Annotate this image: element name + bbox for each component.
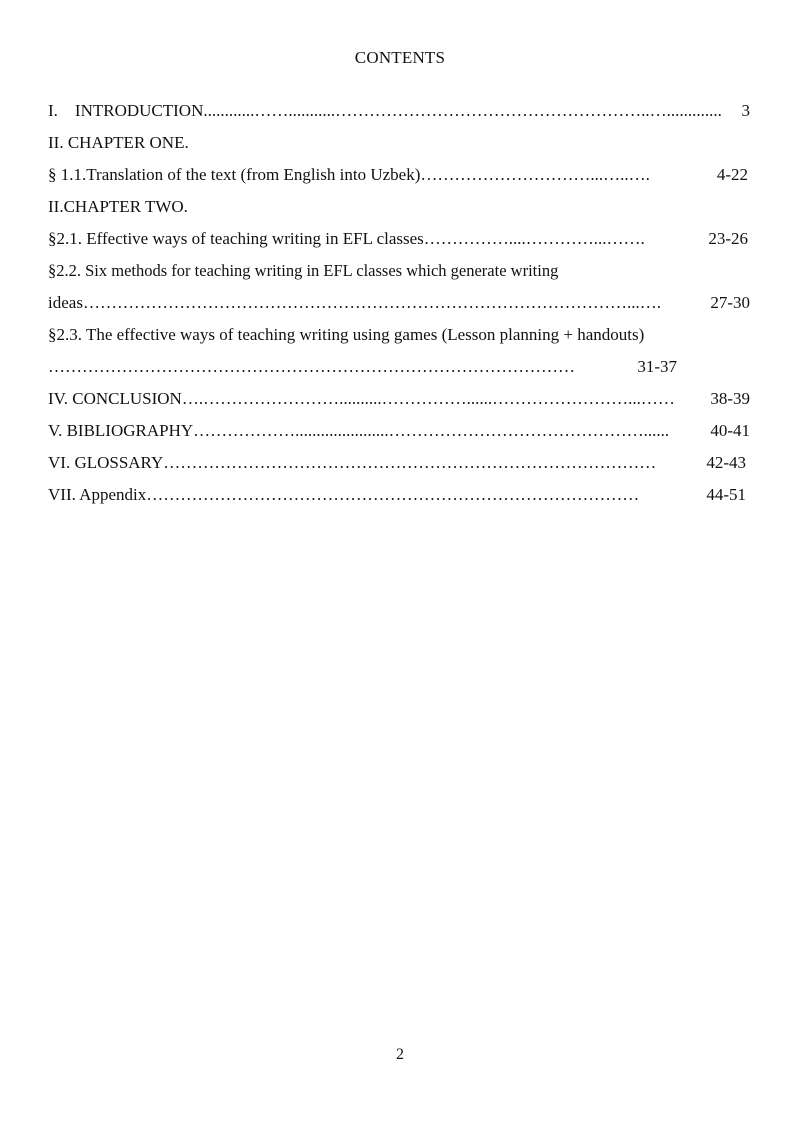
toc-entry-section-2-1	[48, 227, 752, 259]
toc-leader-dots: ….……………………..........……………......……………………...……	[181, 389, 675, 408]
toc-entry-label: V. BIBLIOGRAPHY	[48, 421, 194, 440]
toc-entry-conclusion	[48, 387, 752, 419]
toc-page-range: 42-43	[706, 453, 746, 472]
toc-leader-dots: …………………………...…..….	[420, 165, 650, 184]
page-title: CONTENTS	[354, 48, 446, 67]
toc-entry-introduction	[48, 99, 752, 131]
toc-leader-dots: ……………………………………………………………………………	[163, 453, 657, 472]
toc-page-range: 3	[741, 101, 750, 120]
toc-entry-label: ideas	[48, 293, 83, 312]
toc-page-range: 31-37	[637, 357, 677, 376]
toc-leader-dots: ………………......................………………………………………......	[193, 421, 670, 440]
table-of-contents	[48, 99, 752, 515]
page-number: 2	[396, 1046, 404, 1063]
toc-entry-label: VI. GLOSSARY	[48, 453, 164, 472]
toc-heading-chapter-two: II.CHAPTER TWO.	[48, 197, 188, 216]
toc-leader-dots: ……………………………………………………………………………	[146, 485, 640, 504]
toc-entry-label: § 1.1.Translation of the text (from English into Uzbek)	[48, 165, 421, 184]
toc-heading-chapter-one: II. CHAPTER ONE.	[48, 133, 189, 152]
toc-page-range: 23-26	[708, 229, 748, 248]
toc-entry-label: VII. Appendix	[48, 485, 147, 504]
toc-entry-label: IV. CONCLUSION	[48, 389, 182, 408]
toc-leader-dots: ……………………………………………………………………………………...….	[82, 293, 661, 312]
toc-entry-section-2-2-line-1: §2.2. Six methods for teaching writing in EFL classes which generate writing	[48, 261, 559, 280]
toc-leader-dots: …………………………………………………………………………………	[48, 357, 575, 376]
toc-entry-glossary	[48, 451, 752, 483]
toc-leader-dots: ............……...........………………………………………………..….............	[203, 101, 722, 120]
toc-page-range: 27-30	[710, 293, 750, 312]
toc-entry-label: I. INTRODUCTION	[48, 101, 204, 120]
toc-entry-section-2-2-line-2	[48, 291, 752, 323]
toc-entry-section-2-3-line-1: §2.3. The effective ways of teaching writing using games (Lesson planning + handouts)	[48, 325, 645, 344]
toc-page-range: 44-51	[706, 485, 746, 504]
toc-entry-label: §2.1. Effective ways of teaching writing in EFL classes	[48, 229, 424, 248]
toc-page-range: 4-22	[716, 165, 748, 184]
toc-entry-bibliography	[48, 419, 752, 451]
toc-page-range: 40-41	[710, 421, 750, 440]
toc-entry-section-1-1	[48, 163, 752, 195]
toc-entry-section-2-3-line-2	[48, 355, 752, 387]
toc-page-range: 38-39	[710, 389, 750, 408]
toc-entry-appendix	[48, 483, 752, 515]
toc-leader-dots: ……………....…………...…….	[423, 229, 645, 248]
